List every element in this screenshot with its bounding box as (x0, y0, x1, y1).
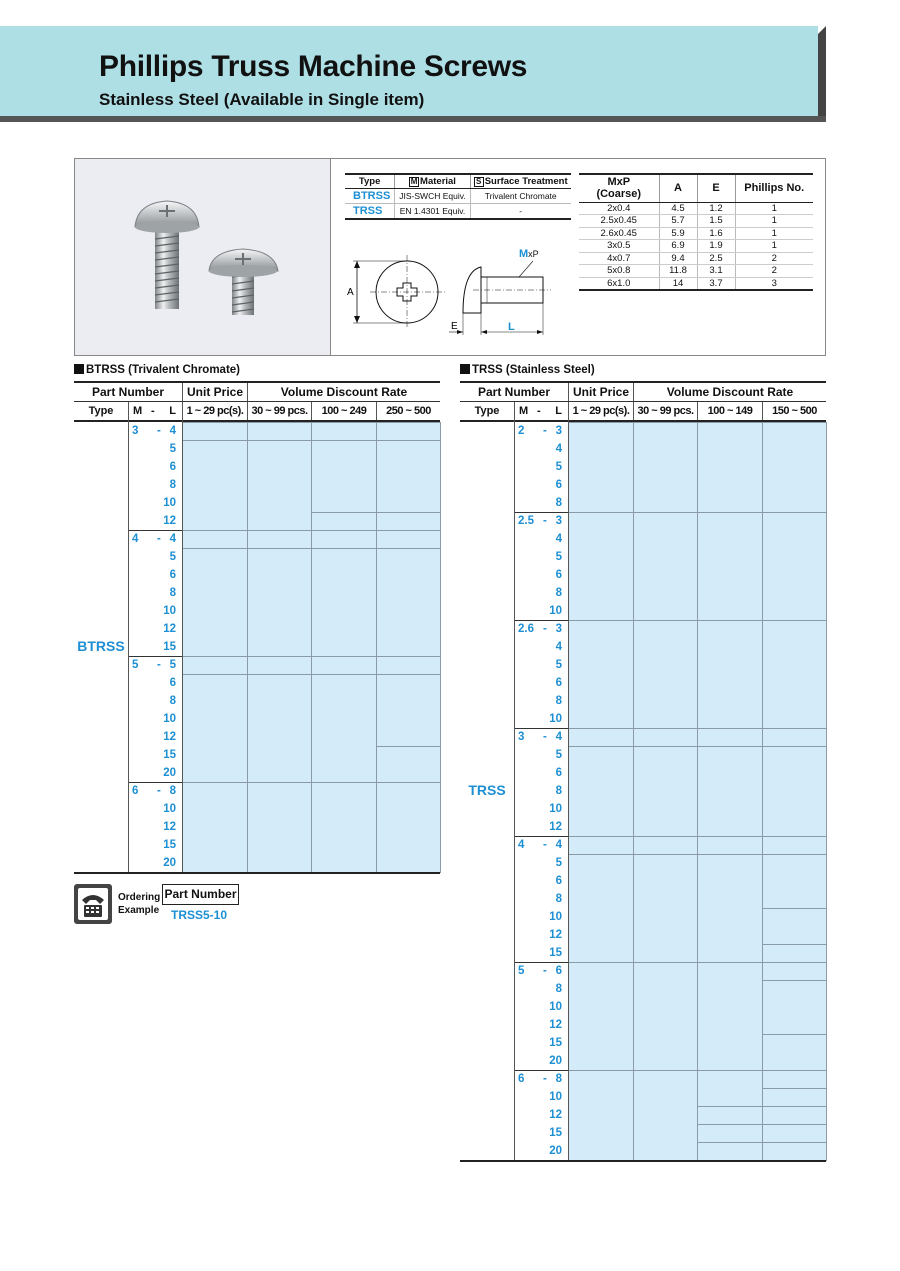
part-row: 20 (549, 1055, 562, 1067)
price-cell (762, 728, 827, 747)
spec-row: 6x1.0 14 3.7 3 (579, 277, 813, 290)
part-row: 15 (163, 749, 176, 761)
part-row: 6 (169, 461, 176, 473)
part-row: 8 (169, 479, 176, 491)
trss-price-table (460, 381, 826, 1162)
header-type: Type (88, 405, 114, 417)
part-row: 10 (163, 605, 176, 617)
part-row: 6 (555, 677, 562, 689)
column-rule (568, 420, 569, 1160)
price-cell (633, 854, 698, 963)
header-part-number: Part Number (91, 385, 165, 399)
part-row: 4 - 4 (132, 533, 176, 545)
dim-xp-label: xP (528, 249, 539, 259)
part-row: 15 (163, 839, 176, 851)
dimension-drawing (337, 241, 557, 341)
part-row: 6 (169, 569, 176, 581)
price-cell (247, 548, 312, 657)
price-cell (247, 422, 312, 441)
part-row: 5 (555, 749, 562, 761)
material-header-surface: S Surface Treatment (470, 174, 570, 189)
price-cell (247, 440, 312, 531)
part-row: 5 (555, 857, 562, 869)
part-row: 15 (549, 1037, 562, 1049)
header-shadow-bottom (0, 116, 826, 122)
product-info-box (74, 158, 826, 356)
price-cell (568, 728, 634, 747)
price-cell (762, 512, 827, 621)
price-cell (376, 656, 441, 675)
price-cell (247, 656, 312, 675)
header-qty-4: 250 ~ 500 (376, 402, 440, 420)
spec-row: 5x0.8 11.8 3.1 2 (579, 265, 813, 278)
part-row: 3 - 4 (132, 425, 176, 437)
price-cell (762, 962, 827, 981)
part-row: 20 (549, 1145, 562, 1157)
column-rule (514, 420, 515, 1160)
btrss-price-table (74, 381, 440, 874)
header-part-number: Part Number (477, 385, 551, 399)
price-cell (376, 782, 441, 873)
type-label: TRSS (468, 782, 506, 798)
price-cell (182, 422, 248, 441)
price-cell (182, 440, 248, 531)
price-cell (762, 1034, 827, 1071)
dim-a-label: A (347, 287, 354, 298)
dim-e-label: E (451, 321, 458, 332)
part-row: 15 (549, 1127, 562, 1139)
price-cell (182, 530, 248, 549)
price-cell (762, 944, 827, 963)
price-cell (311, 656, 377, 675)
price-cell (568, 1070, 634, 1161)
price-cell (247, 782, 312, 873)
part-row: 8 (555, 785, 562, 797)
part-row: 4 (555, 641, 562, 653)
price-cell (762, 620, 827, 729)
phone-icon (74, 884, 112, 924)
header-qty-4: 150 ~ 500 (762, 402, 826, 420)
header-shadow (818, 26, 826, 122)
part-row: 12 (549, 1109, 562, 1121)
part-row: 6 (169, 677, 176, 689)
price-cell (568, 962, 634, 1071)
dim-m-label: M (519, 248, 529, 260)
part-row: 4 - 4 (518, 839, 562, 851)
part-row: 8 (555, 695, 562, 707)
price-cell (697, 962, 763, 1071)
header-qty-3: 100 ~ 249 (311, 402, 376, 420)
part-row: 2.5 - 3 (518, 515, 562, 527)
price-cell (182, 656, 248, 675)
part-row: 6 - 8 (518, 1073, 562, 1085)
part-row: 6 (555, 479, 562, 491)
price-cell (568, 854, 634, 963)
btrss-section-title: BTRSS (Trivalent Chromate) (74, 364, 240, 376)
part-row: 8 (169, 587, 176, 599)
part-row: 8 (169, 695, 176, 707)
price-cell (762, 1106, 827, 1125)
part-row: 5 - 5 (132, 659, 176, 671)
price-cell (376, 440, 441, 513)
part-row: 2 - 3 (518, 425, 562, 437)
header-qty-1: 1 ~ 29 pc(s). (182, 402, 247, 420)
price-cell (697, 836, 763, 855)
part-row: 12 (549, 821, 562, 833)
price-cell (762, 1088, 827, 1107)
price-cell (376, 548, 441, 657)
material-header-type: Type (345, 174, 395, 189)
part-row: 10 (549, 605, 562, 617)
part-row: 20 (163, 767, 176, 779)
price-cell (568, 746, 634, 837)
price-cell (311, 530, 377, 549)
price-cell (762, 1070, 827, 1089)
part-row: 6 (555, 875, 562, 887)
part-row: 10 (549, 1001, 562, 1013)
part-row: 6 (555, 767, 562, 779)
part-row: 5 (555, 461, 562, 473)
price-cell (697, 1124, 763, 1143)
part-row: 6 - 8 (132, 785, 176, 797)
part-row: 8 (555, 497, 562, 509)
part-row: 15 (163, 641, 176, 653)
price-cell (247, 530, 312, 549)
material-header-material: M Material (395, 174, 470, 189)
header-qty-3: 100 ~ 149 (697, 402, 762, 420)
screw-photo-image (75, 159, 331, 355)
spec-row: 3x0.5 6.9 1.9 1 (579, 240, 813, 253)
price-cell (568, 836, 634, 855)
part-row: 12 (163, 821, 176, 833)
part-row: 12 (163, 623, 176, 635)
part-row: 10 (549, 803, 562, 815)
price-cell (311, 674, 377, 783)
part-row: 15 (549, 947, 562, 959)
price-cell (311, 782, 377, 873)
price-cell (762, 908, 827, 945)
price-cell (311, 440, 377, 513)
part-number-label: Part Number (162, 884, 239, 905)
part-row: 10 (163, 713, 176, 725)
price-cell (697, 728, 763, 747)
dim-l-label: L (508, 321, 515, 333)
spec-header: E (697, 174, 735, 202)
price-cell (697, 1142, 763, 1161)
price-cell (376, 674, 441, 747)
price-cell (182, 782, 248, 873)
spec-row: 2x0.4 4.5 1.2 1 (579, 202, 813, 215)
part-row: 4 (555, 443, 562, 455)
part-number-example: TRSS5-10 (171, 908, 228, 922)
price-cell (762, 854, 827, 909)
price-cell (182, 674, 248, 783)
part-row: 5 (169, 443, 176, 455)
part-row: 20 (163, 857, 176, 869)
header-unit-price: Unit Price (182, 383, 247, 401)
price-cell (376, 746, 441, 783)
spec-header: MxP (Coarse) (579, 174, 659, 202)
price-cell (633, 728, 698, 747)
price-cell (633, 836, 698, 855)
header-qty-2: 30 ~ 99 pcs. (633, 402, 697, 420)
price-cell (376, 512, 441, 531)
spec-row: 2.6x0.45 5.9 1.6 1 (579, 227, 813, 240)
price-cell (376, 530, 441, 549)
part-row: 10 (163, 497, 176, 509)
spec-header: A (659, 174, 697, 202)
price-cell (697, 422, 763, 513)
price-cell (697, 1070, 763, 1107)
price-cell (311, 512, 377, 531)
price-cell (697, 746, 763, 837)
price-cell (182, 548, 248, 657)
spec-header: Phillips No. (735, 174, 813, 202)
price-cell (311, 548, 377, 657)
material-row: BTRSS JIS-SWCH Equiv. Trivalent Chromate (345, 189, 571, 204)
spec-row: 2.5x0.45 5.7 1.5 1 (579, 215, 813, 228)
part-row: 12 (549, 929, 562, 941)
part-row: 5 (169, 551, 176, 563)
price-cell (697, 854, 763, 963)
price-cell (376, 422, 441, 441)
type-label: BTRSS (77, 638, 125, 654)
column-rule (182, 420, 183, 872)
table-rule (74, 872, 440, 874)
header-volume-discount: Volume Discount Rate (247, 383, 440, 401)
trss-section-title: TRSS (Stainless Steel) (460, 364, 595, 376)
part-row: 8 (555, 983, 562, 995)
table-rule (460, 1160, 826, 1162)
part-row: 5 (555, 659, 562, 671)
header-notch (818, 26, 826, 34)
price-cell (633, 962, 698, 1071)
ordering-example-label: Ordering Example (118, 892, 161, 916)
page-subtitle: Stainless Steel (Available in Single item) (99, 90, 425, 109)
price-cell (633, 512, 698, 621)
part-row: 8 (555, 587, 562, 599)
part-row: 10 (549, 1091, 562, 1103)
part-row: 8 (555, 893, 562, 905)
header-qty-1: 1 ~ 29 pc(s). (568, 402, 633, 420)
header-unit-price: Unit Price (568, 383, 633, 401)
price-cell (697, 1106, 763, 1125)
header-m-l: M - L (514, 402, 568, 420)
price-cell (633, 620, 698, 729)
part-row: 3 - 4 (518, 731, 562, 743)
price-cell (633, 422, 698, 513)
spec-row: 4x0.7 9.4 2.5 2 (579, 252, 813, 265)
part-row: 12 (549, 1019, 562, 1031)
price-cell (762, 836, 827, 855)
part-row: 12 (163, 731, 176, 743)
price-cell (762, 1124, 827, 1143)
price-cell (697, 620, 763, 729)
price-cell (762, 746, 827, 837)
price-cell (247, 674, 312, 783)
column-rule (128, 420, 129, 872)
price-cell (633, 746, 698, 837)
price-cell (568, 422, 634, 513)
price-cell (311, 422, 377, 441)
part-row: 6 (555, 569, 562, 581)
price-cell (633, 1070, 698, 1161)
header-qty-2: 30 ~ 99 pcs. (247, 402, 311, 420)
price-cell (568, 620, 634, 729)
material-table (345, 173, 571, 220)
part-row: 12 (163, 515, 176, 527)
price-cell (762, 980, 827, 1035)
header-type: Type (474, 405, 500, 417)
price-cell (568, 512, 634, 621)
part-row: 5 - 6 (518, 965, 562, 977)
part-row: 10 (549, 911, 562, 923)
part-row: 4 (555, 533, 562, 545)
header-m-l: M - L (128, 402, 182, 420)
part-row: 2.6 - 3 (518, 623, 562, 635)
product-photo (75, 159, 331, 355)
price-cell (762, 1142, 827, 1161)
part-row: 5 (555, 551, 562, 563)
part-row: 10 (549, 713, 562, 725)
part-row: 10 (163, 803, 176, 815)
price-cell (697, 512, 763, 621)
spec-table (579, 173, 813, 291)
price-cell (762, 422, 827, 513)
svg-text:MxP (519, 248, 539, 260)
page-title: Phillips Truss Machine Screws (99, 50, 528, 83)
header-volume-discount: Volume Discount Rate (633, 383, 826, 401)
material-row: TRSS EN 1.4301 Equiv. - (345, 204, 571, 220)
